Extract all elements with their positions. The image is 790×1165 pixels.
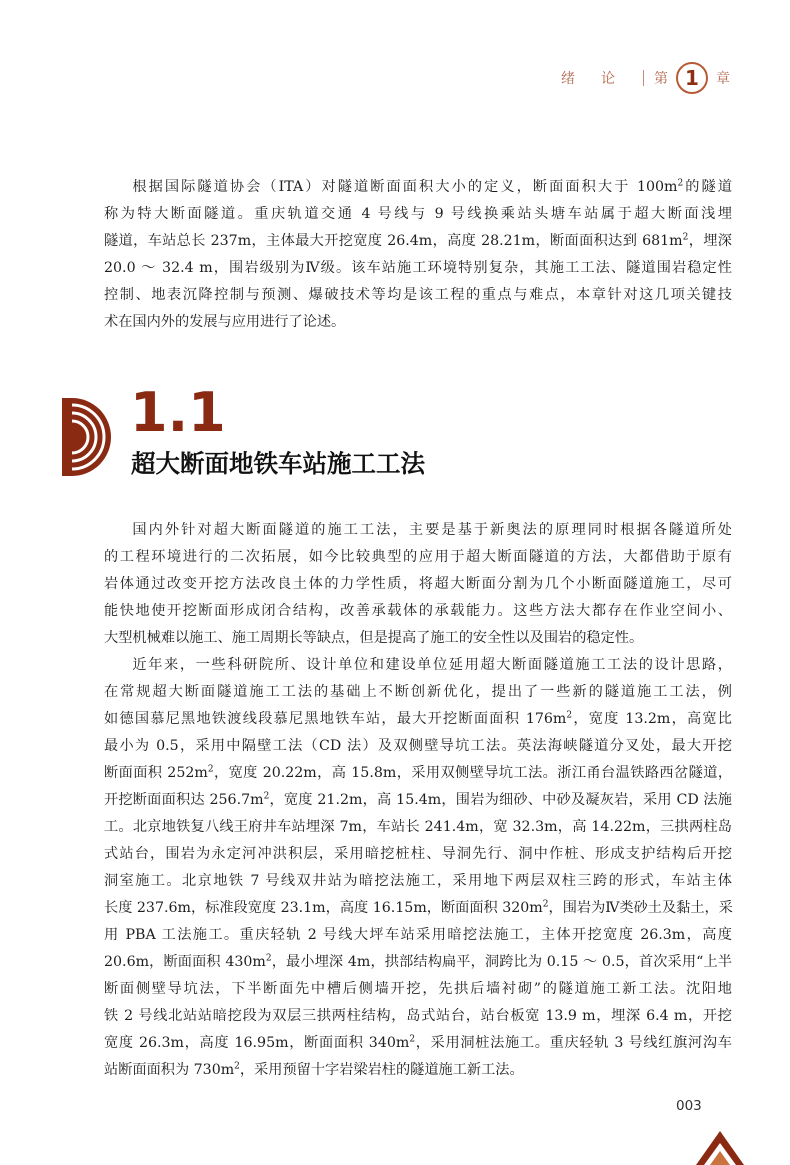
chapter-number-badge: 1 <box>676 62 708 94</box>
text-line: 20.6m，断面面积 $430m^2$，最小埋深 4m，拱部结构扁平，洞跨比为 0.15 ～ 0.5，首次采用“上半 <box>104 953 732 970</box>
corner-chevron-icon <box>692 1128 748 1165</box>
text-line: 长度 237.6m，标准段宽度 23.1m，高度 16.15m，断面面积 $320m^2$，围岩为Ⅳ类砂土及黏土，采 <box>104 899 733 916</box>
text-line: 20.0 ～ 32.4 m，围岩级别为Ⅳ级。该车站施工环境特别复杂，其施工工法、隧道围岩稳定性 <box>104 260 732 276</box>
text-line: 的工程环境进行的二次拓展，如今比较典型的应用于超大断面隧道的方法，大都借助于原有 <box>104 549 732 565</box>
text-line: 用 PBA 工法施工。重庆轻轨 2 号线大坪车站采用暗挖法施工，主体开挖宽度 26.3m，高度 <box>104 927 732 943</box>
text-line: 式站台，围岩为永定河冲洪积层，采用暗挖桩柱、导洞先行、洞中作桩、形成支护结构后开挖 <box>104 846 732 862</box>
text-line: 断面侧壁导坑法，下半断面先中槽后侧墙开挖，先拱后墙衬砌”的隧道施工新工法。沈阳地 <box>104 981 732 997</box>
header-divider <box>643 70 644 86</box>
text-line: 铁 2 号线北站站暗挖段为双层三拱两柱结构，岛式站台，站台板宽 13.9 m，埋深 6.4 m，开挖 <box>104 1008 732 1024</box>
running-header <box>561 62 730 94</box>
text-line: 称为特大断面隧道。重庆轨道交通 4 号线与 9 号线换乘站头塘车站属于超大断面浅埋 <box>104 206 732 222</box>
text-line: 最小为 0.5，采用中隔壁工法（CD 法）及双侧壁导坑工法。英法海峡隧道分叉处，最大开挖 <box>104 738 732 754</box>
chapter-prefix: 第 <box>654 71 668 87</box>
methods-paragraph <box>104 517 732 652</box>
text-line: 洞室施工。北京地铁 7 号线双井站为暗挖法施工，采用地下两层双柱三跨的形式，车站主体 <box>104 873 732 889</box>
text-line: 控制、地表沉降控制与预测、爆破技术等均是该工程的重点与难点，本章针对这几项关键技 <box>104 287 732 303</box>
text-line: 大型机械难以施工、施工周期长等缺点，但是提高了施工的安全性以及围岩的稳定性。 <box>104 630 644 646</box>
text-line: 近年来，一些科研院所、设计单位和建设单位延用超大断面隧道施工工法的设计思路， <box>132 657 732 673</box>
section-emblem-icon <box>62 398 124 476</box>
text-line: 岩体通过改变开挖方法改良土体的力学性质，将超大断面分割为几个小断面隧道施工，尽可 <box>104 576 732 592</box>
text-line: 站断面面积为 $730m^2$，采用预留十字岩梁岩柱的隧道施工新工法。 <box>104 1061 524 1078</box>
text-line: 开挖断面面积达 $256.7m^2$，宽度 21.2m，高 15.4m，围岩为细砂、中砂及凝灰岩，采用 CD 法施 <box>104 791 732 808</box>
chapter-suffix: 章 <box>716 71 730 87</box>
chapter-label: 绪论 <box>561 71 641 87</box>
examples-paragraph <box>104 652 732 1084</box>
text-line: 宽度 26.3m，高度 16.95m，断面面积 $340m^2$，采用洞桩法施工。重庆轻轨 3 号线红旗河沟车 <box>104 1034 732 1051</box>
text-line: 国内外针对超大断面隧道的施工工法，主要是基于新奥法的原理同时根据各隧道所处 <box>132 522 732 538</box>
text-line: 工。北京地铁复八线王府井车站埋深 7m，车站长 241.4m，宽 32.3m，高 14.22m，三拱两柱岛 <box>104 819 732 835</box>
intro-paragraph <box>104 174 732 336</box>
text-line: 术在国内外的发展与应用进行了论述。 <box>104 314 346 330</box>
section-number: 1.1 <box>130 381 226 444</box>
text-line: 隧道，车站总长 237m，主体最大开挖宽度 26.4m，高度 28.21m，断面面积达到 $681m^2$，埋深 <box>104 232 732 249</box>
text-line: 断面面积 $252m^2$，宽度 20.22m，高 15.8m，采用双侧壁导坑工法。浙江甬台温铁路西岔隧道， <box>104 764 733 781</box>
section-title: 超大断面地铁车站施工工法 <box>131 449 425 478</box>
text-line: 如德国慕尼黑地铁渡线段慕尼黑地铁车站，最大开挖断面面积 $176m^2$，宽度 13.2m，高宽比 <box>104 710 732 727</box>
page-number: 003 <box>676 1098 702 1114</box>
text-line: 能快地使开挖断面形成闭合结构，改善承载体的承载能力。这些方法大都存在作业空间小、 <box>104 603 732 619</box>
text-line: 根据国际隧道协会（ITA）对隧道断面面积大小的定义，断面面积大于 $100m^2$的隧道 <box>132 178 732 195</box>
text-line: 在常规超大断面隧道施工工法的基础上不断创新优化，提出了一些新的隧道施工工法，例 <box>104 684 732 700</box>
